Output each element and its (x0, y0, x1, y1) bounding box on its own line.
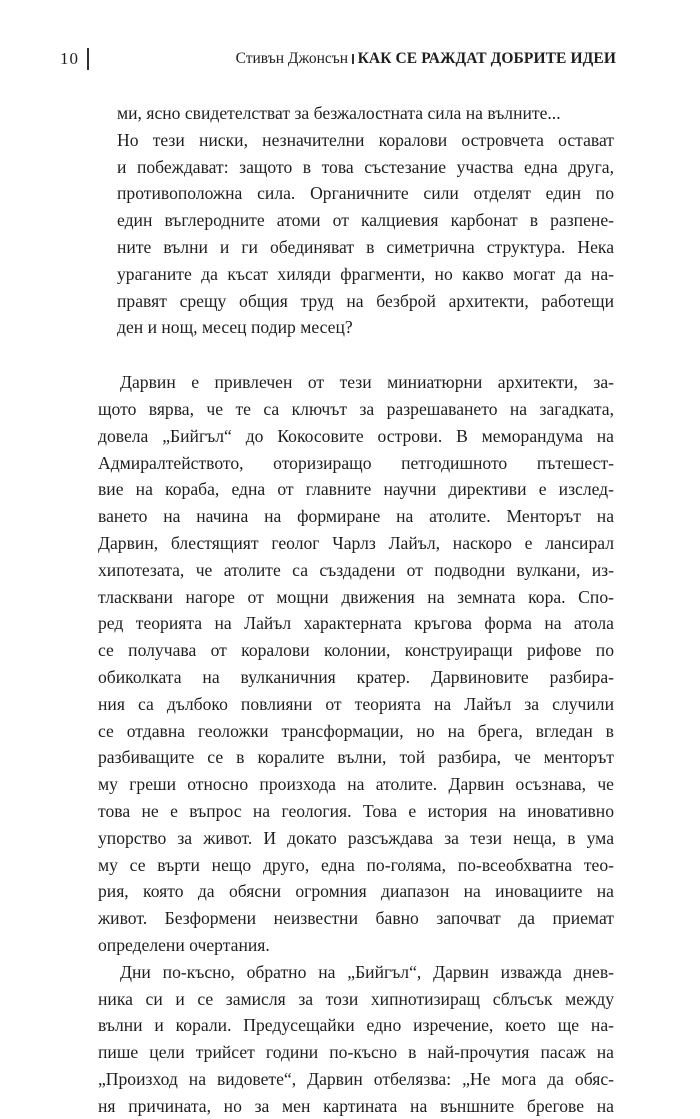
page-content (98, 100, 614, 1119)
text-line: вие на кораба, една от главните научни директиви е изслед- (98, 479, 614, 500)
text-line: живот. Безформени неизвестни бавно започват да приемат (98, 908, 614, 929)
text-line: му греши относно произхода на атолите. Дарвин осъзнава, че (98, 774, 614, 795)
text-line: се получава от коралови колонии, конструиращи рифове по (98, 640, 614, 661)
text-line: обиколката на вулканичния кратер. Дарвиновите разбира- (98, 666, 614, 687)
text-line: довела „Бийгъл“ до Кокосовите острови. В меморандума на (98, 425, 614, 446)
author-name: Стивън Джонсън (235, 50, 349, 67)
text-line: хипотезата, че атолите са създадени от подводни вулкани, из- (98, 559, 614, 580)
text-line: правят срещу общия труд на безброй архитекти, работещи (117, 290, 614, 311)
text-line: ването на начина на формиране на атолите. Менторът на (98, 506, 614, 527)
text-line: разбиващите се в коралите вълни, той разбира, че менторът (98, 747, 614, 768)
body-text (98, 369, 614, 1119)
text-line: един въглеродните атоми от калциевия карбонат в разпене- (117, 210, 614, 231)
text-line: ника си и се замисля за този хипнотизиращ сблъсък между (98, 988, 614, 1009)
running-head (236, 50, 616, 68)
page-number-rule (87, 48, 89, 70)
text-line: ред теорията на Лайъл характерната кръгова форма на атола (98, 613, 614, 634)
text-line: и побеждават: защото в това състезание участва една друга, (117, 156, 614, 177)
text-line: Дни по-късно, обратно на „Бийгъл“, Дарвин изважда днев- (120, 961, 614, 982)
running-head-separator (352, 54, 354, 64)
text-line: ня причината, но за мен картината на външните брегове на (98, 1095, 614, 1116)
text-line: противоположна сила. Органичните сили отделят един по (117, 183, 614, 204)
text-line: това не е въпрос на геология. Това е история на иновативно (98, 800, 614, 821)
paragraph-2 (98, 959, 614, 1119)
text-line: ураганите да късат хиляди фрагменти, но какво могат да на- (117, 263, 614, 284)
book-title: КАК СЕ РАЖДАТ ДОБРИТЕ ИДЕИ (357, 50, 616, 67)
text-line: му се върти нещо друго, една по-голяма, по-всеобхватна тео- (98, 854, 614, 875)
page-number: 10 (60, 49, 79, 68)
text-line: тласквани нагоре от мощни движения на земната кора. Спо- (98, 586, 614, 607)
page-number-block (60, 48, 89, 70)
text-line: щото вярва, че те са ключът за разрешаването на загадката, (98, 398, 614, 419)
text-line: Адмиралтейството, оторизиращо петгодишното пътешест- (98, 452, 614, 473)
text-line: ми, ясно свидетелстват за безжалостната сила на вълните... (117, 103, 561, 123)
text-line: Дарвин е привлечен от тези миниатюрни архитекти, за- (120, 372, 614, 393)
text-line: Но тези ниски, незначителни коралови островчета остават (117, 129, 614, 150)
text-line: Дарвин, блестящият геолог Чарлз Лайъл, наскоро е лансирал (98, 532, 614, 553)
page-header (60, 46, 616, 72)
text-line: вълни и корали. Предусещайки едно изречение, което ще на- (98, 1015, 614, 1036)
text-line: рия, която да обясни огромния диапазон на иновациите на (98, 881, 614, 902)
paragraph-1 (98, 369, 614, 959)
text-line: се отдавна геоложки трансформации, но на брега, вгледан в (98, 720, 614, 741)
text-line: ните вълни и ги обединяват в симетрична структура. Нека (117, 236, 614, 257)
text-line: „Произход на видовете“, Дарвин отбелязва: „Не мога да обяс- (98, 1068, 614, 1089)
text-line: ния са дълбоко повлияни от теорията на Лайъл за случили (98, 693, 614, 714)
text-line: ден и нощ, месец подир месец? (117, 317, 353, 338)
text-line: определени очертания. (98, 934, 270, 955)
text-line: упорство за живот. И докато разсъждава за тези неща, в ума (98, 827, 614, 848)
block-quote (117, 100, 614, 341)
text-line: пише цели трийсет години по-късно в най-прочутия пасаж на (98, 1042, 614, 1063)
